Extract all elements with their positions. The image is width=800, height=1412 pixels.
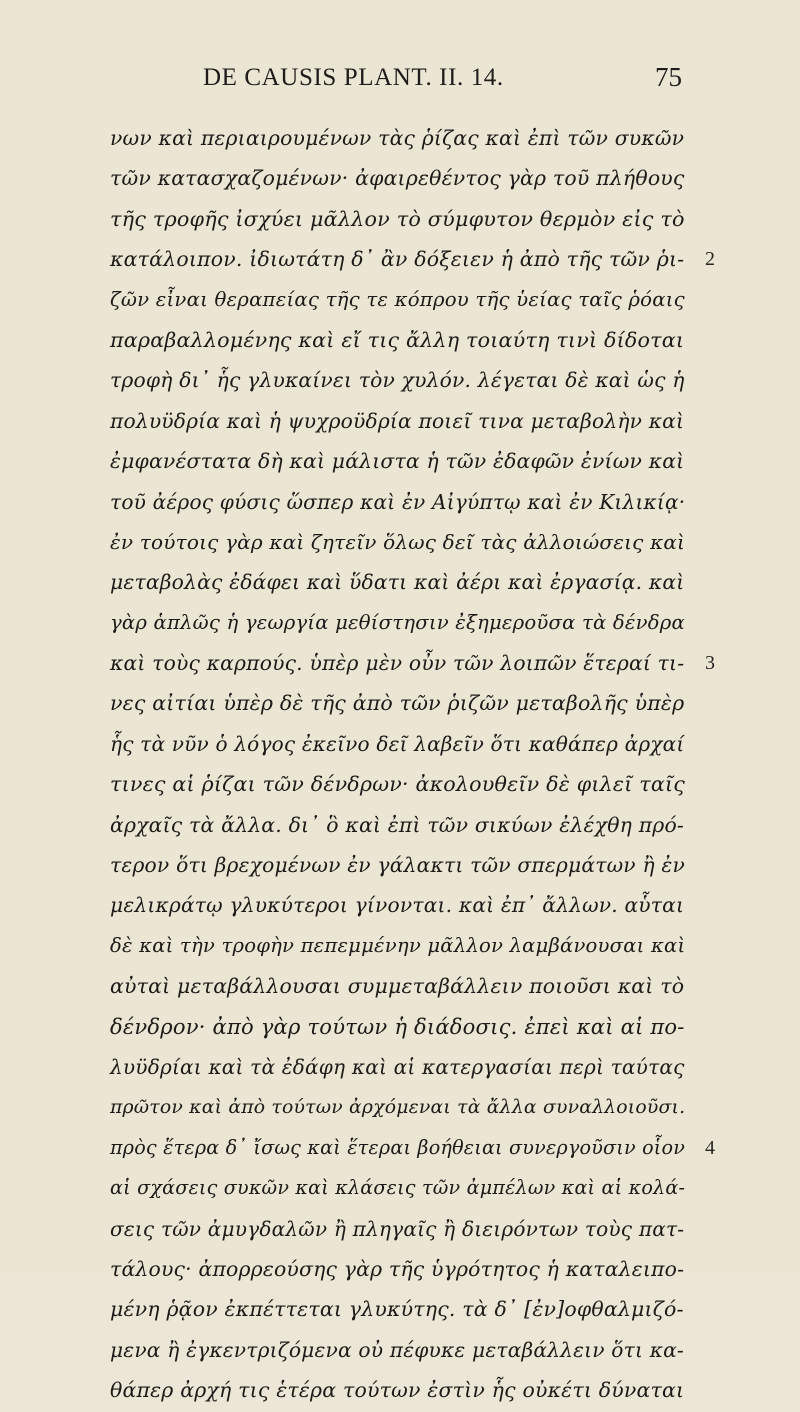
line-text: μενα ἢ ἐγκεντριζόμενα οὐ πέφυκε μεταβάλλειν ὅτι κα-: [110, 1337, 684, 1362]
line-text: τῶν κατασχαζομένων· ἀφαιρεθέντος γὰρ τοῦ πλήθους: [110, 166, 685, 191]
text-line: [110, 1249, 690, 1289]
line-text: τινες αἱ ῥίζαι τῶν δένδρων· ἀκολουθεῖν δὲ φιλεῖ ταῖς: [110, 772, 685, 797]
text-line: [110, 1047, 690, 1087]
line-text: κατάλοιπον. ἰδιωτάτη δ᾽ ἂν δόξειεν ἡ ἀπὸ τῆς τῶν ῥι-: [110, 247, 685, 272]
margin-section-number: 2: [705, 248, 716, 271]
page-number: 75: [655, 62, 682, 92]
line-text: ζῶν εἶναι θεραπείας τῆς τε κόπρου τῆς ὑείας ταῖς ῥόαις: [110, 287, 685, 311]
text-line: [110, 1007, 690, 1047]
text-line: [110, 1128, 716, 1168]
line-text: τοῦ ἀέρος φύσις ὥσπερ καὶ ἐν Αἰγύπτῳ καὶ ἐν Κιλικίᾳ·: [110, 489, 686, 514]
line-text: ἐν τούτοις γὰρ καὶ ζητεῖν ὅλως δεῖ τὰς ἀλλοιώσεις καὶ: [110, 529, 686, 554]
line-text: μένη ῥᾷον ἐκπέττεται γλυκύτης. τὰ δ᾽ [ἐν]οφθαλμιζό-: [110, 1297, 684, 1322]
line-text: τῆς τροφῆς ἰσχύει μᾶλλον τὸ σύμφυτον θερμὸν εἰς τὸ: [110, 206, 685, 231]
text-line: [110, 522, 690, 562]
text-line: [110, 926, 690, 966]
text-line: [110, 724, 690, 764]
line-text: αἱ σχάσεις συκῶν καὶ κλάσεις τῶν ἀμπέλων καὶ αἱ κολά-: [110, 1176, 686, 1200]
line-text: τροφὴ δι᾽ ἧς γλυκαίνει τὸν χυλόν. λέγεται δὲ καὶ ὡς ἡ: [110, 368, 685, 393]
text-line: [110, 1330, 690, 1370]
text-line: [110, 643, 716, 683]
line-text: νων καὶ περιαιρουμένων τὰς ῥίζας καὶ ἐπὶ τῶν συκῶν: [110, 126, 685, 150]
line-text: μεταβολὰς ἐδάφει καὶ ὕδατι καὶ ἀέρι καὶ ἐργασίᾳ. καὶ: [110, 570, 685, 595]
margin-section-number: 4: [705, 1136, 716, 1159]
text-line: [110, 320, 690, 360]
text-line: [110, 1370, 690, 1410]
text-line: [110, 1289, 690, 1329]
text-line: [110, 603, 690, 643]
text-line: [110, 199, 690, 239]
line-text: γὰρ ἁπλῶς ἡ γεωργία μεθίστησιν ἐξημεροῦσα τὰ δένδρα: [110, 610, 685, 634]
page-header: [0, 58, 800, 98]
line-text: παραβαλλομένης καὶ εἴ τις ἄλλη τοιαύτη τινὶ δίδοται: [110, 327, 685, 352]
text-line: [110, 239, 716, 279]
line-text: μελικράτῳ γλυκύτεροι γίνονται. καὶ ἐπ᾽ ἄλλων. αὗται: [110, 893, 685, 918]
text-line: [110, 360, 690, 400]
text-line: [110, 1087, 690, 1127]
line-text: τάλους· ἀπορρεούσης γὰρ τῆς ὑγρότητος ἡ καταλειπο-: [110, 1256, 685, 1281]
text-line: [110, 562, 690, 602]
line-text: καὶ τοὺς καρπούς. ὑπὲρ μὲν οὖν τῶν λοιπῶν ἕτεραί τι-: [110, 651, 685, 676]
text-line: [110, 764, 690, 804]
line-text: νες αἰτίαι ὑπὲρ δὲ τῆς ἀπὸ τῶν ῥιζῶν μεταβολῆς ὑπὲρ: [110, 691, 685, 716]
text-line: [110, 280, 690, 320]
line-text: ἀρχαῖς τὰ ἄλλα. δι᾽ ὃ καὶ ἐπὶ τῶν σικύων ἐλέχθη πρό-: [110, 812, 685, 837]
line-text: ἐμφανέστατα δὴ καὶ μάλιστα ἡ τῶν ἐδαφῶν ἐνίων καὶ: [110, 449, 685, 474]
margin-section-number: 3: [705, 652, 716, 675]
line-text: σεις τῶν ἀμυγδαλῶν ἢ πληγαῖς ἢ διειρόντων τοὺς πατ-: [110, 1216, 685, 1241]
text-line: [110, 158, 690, 198]
text-line: [110, 1209, 690, 1249]
text-line: [110, 885, 690, 925]
text-line: [110, 845, 690, 885]
line-text: τερον ὅτι βρεχομένων ἐν γάλακτι τῶν σπερμάτων ἢ ἐν: [110, 853, 685, 878]
line-text: πρῶτον καὶ ἀπὸ τούτων ἀρχόμεναι τὰ ἄλλα συναλλοιοῦσι.: [110, 1097, 686, 1119]
line-text: λυϋδρίαι καὶ τὰ ἐδάφη καὶ αἱ κατεργασίαι περὶ ταύτας: [110, 1054, 685, 1079]
text-line: [110, 966, 690, 1006]
line-text: αὐταὶ μεταβάλλουσαι συμμεταβάλλειν ποιοῦσι καὶ τὸ: [110, 974, 685, 999]
line-text: δὲ καὶ τὴν τροφὴν πεπεμμένην μᾶλλον λαμβάνουσαι καὶ: [110, 933, 686, 957]
line-text: ἧς τὰ νῦν ὁ λόγος ἐκεῖνο δεῖ λαβεῖν ὅτι καθάπερ ἀρχαί: [110, 731, 685, 756]
line-text: δένδρον· ἀπὸ γὰρ τούτων ἡ διάδοσις. ἐπεὶ καὶ αἱ πο-: [110, 1013, 685, 1039]
text-line: [110, 401, 690, 441]
text-line: [110, 1168, 690, 1208]
text-line: [110, 118, 690, 158]
text-line: [110, 805, 690, 845]
text-line: [110, 683, 690, 723]
text-line: [110, 482, 690, 522]
line-text: θάπερ ἀρχή τις ἑτέρα τούτων ἐστὶν ἧς οὐκέτι δύναται: [110, 1378, 685, 1403]
line-text: πολυϋδρία καὶ ἡ ψυχροϋδρία ποιεῖ τινα μεταβολὴν καὶ: [110, 408, 685, 433]
running-head: DE CAUSIS PLANT. II. 14.: [203, 64, 504, 91]
body-text: [110, 118, 716, 1411]
line-text: πρὸς ἕτερα δ᾽ ἴσως καὶ ἕτεραι βοήθειαι συνεργοῦσιν οἷον: [110, 1135, 686, 1159]
text-line: [110, 441, 690, 481]
